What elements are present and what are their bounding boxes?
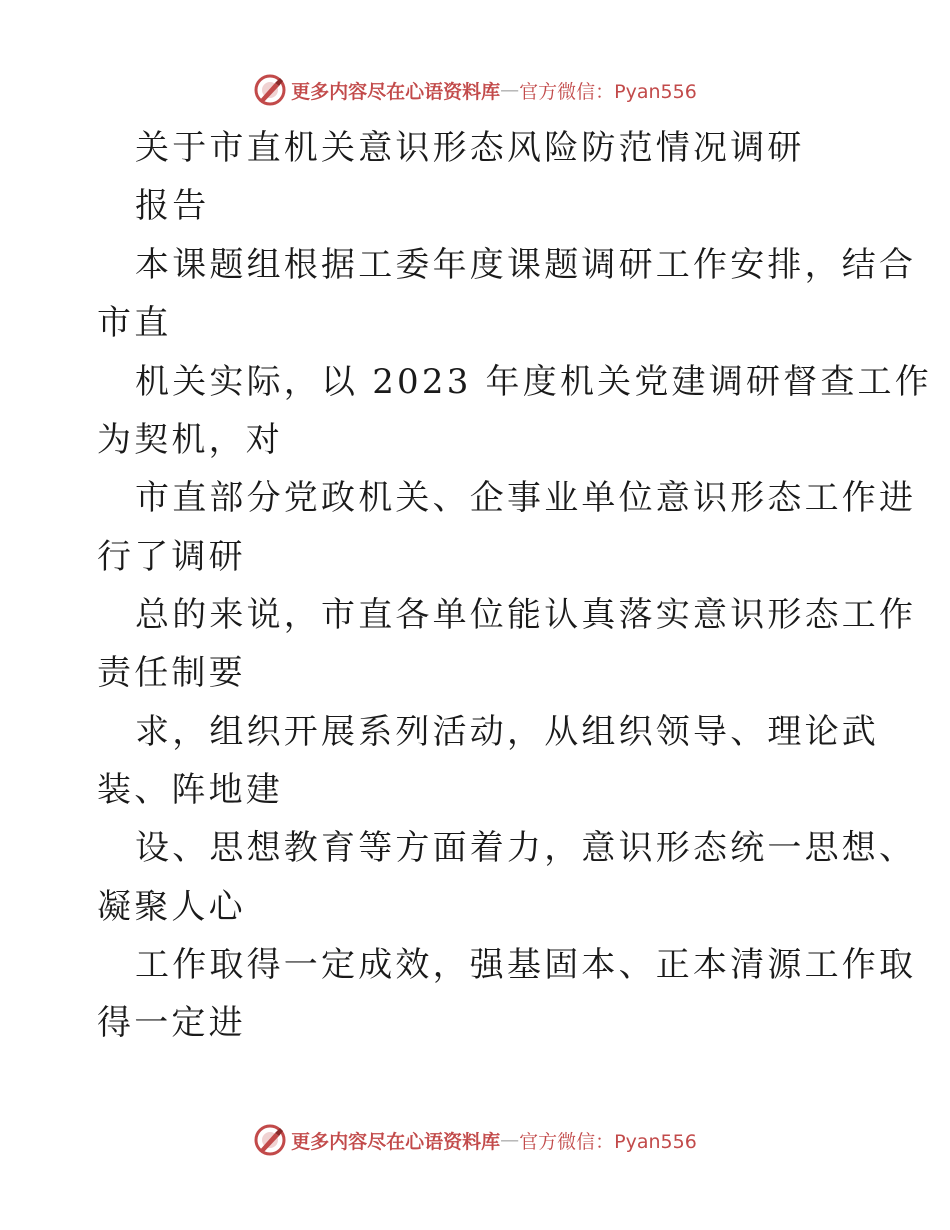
text-line: 得一定进 bbox=[97, 1003, 246, 1043]
text-line: 责任制要 bbox=[97, 653, 246, 693]
watermark-separator: — bbox=[500, 1129, 520, 1151]
text-line: 本课题组根据工委年度课题调研工作安排，结合 bbox=[135, 245, 917, 285]
text-line: 机关实际，以 2023 年度机关党建调研督查工作 bbox=[135, 362, 932, 402]
text-line: 装、阵地建 bbox=[97, 770, 283, 810]
title-line-1: 关于市直机关意识形态风险防范情况调研 bbox=[135, 128, 805, 168]
header-watermark bbox=[0, 70, 950, 110]
watermark-separator: — bbox=[500, 79, 520, 101]
text-line: 求，组织开展系列活动，从组织领导、理论武 bbox=[135, 712, 879, 752]
text-line: 凝聚人心 bbox=[97, 887, 246, 927]
pen-logo-icon bbox=[253, 73, 287, 107]
text-line: 市直 bbox=[97, 303, 172, 343]
watermark-main-text: 更多内容尽在心语资料库 bbox=[291, 80, 501, 103]
pen-logo-icon bbox=[253, 1123, 287, 1157]
text-line: 市直部分党政机关、企事业单位意识形态工作进 bbox=[135, 478, 917, 518]
text-line: 为契机，对 bbox=[97, 420, 283, 460]
footer-watermark bbox=[0, 1120, 950, 1160]
text-line: 总的来说，市直各单位能认真落实意识形态工作 bbox=[135, 595, 917, 635]
text-line: 设、思想教育等方面着力，意识形态统一思想、 bbox=[135, 828, 917, 868]
watermark-sub-text: 官方微信：Pyan556 bbox=[519, 80, 697, 103]
text-line: 工作取得一定成效，强基固本、正本清源工作取 bbox=[135, 945, 917, 985]
watermark-main-text: 更多内容尽在心语资料库 bbox=[291, 1130, 501, 1153]
text-line: 行了调研 bbox=[97, 537, 246, 577]
watermark-sub-text: 官方微信：Pyan556 bbox=[519, 1130, 697, 1153]
title-line-2: 报告 bbox=[135, 186, 210, 226]
